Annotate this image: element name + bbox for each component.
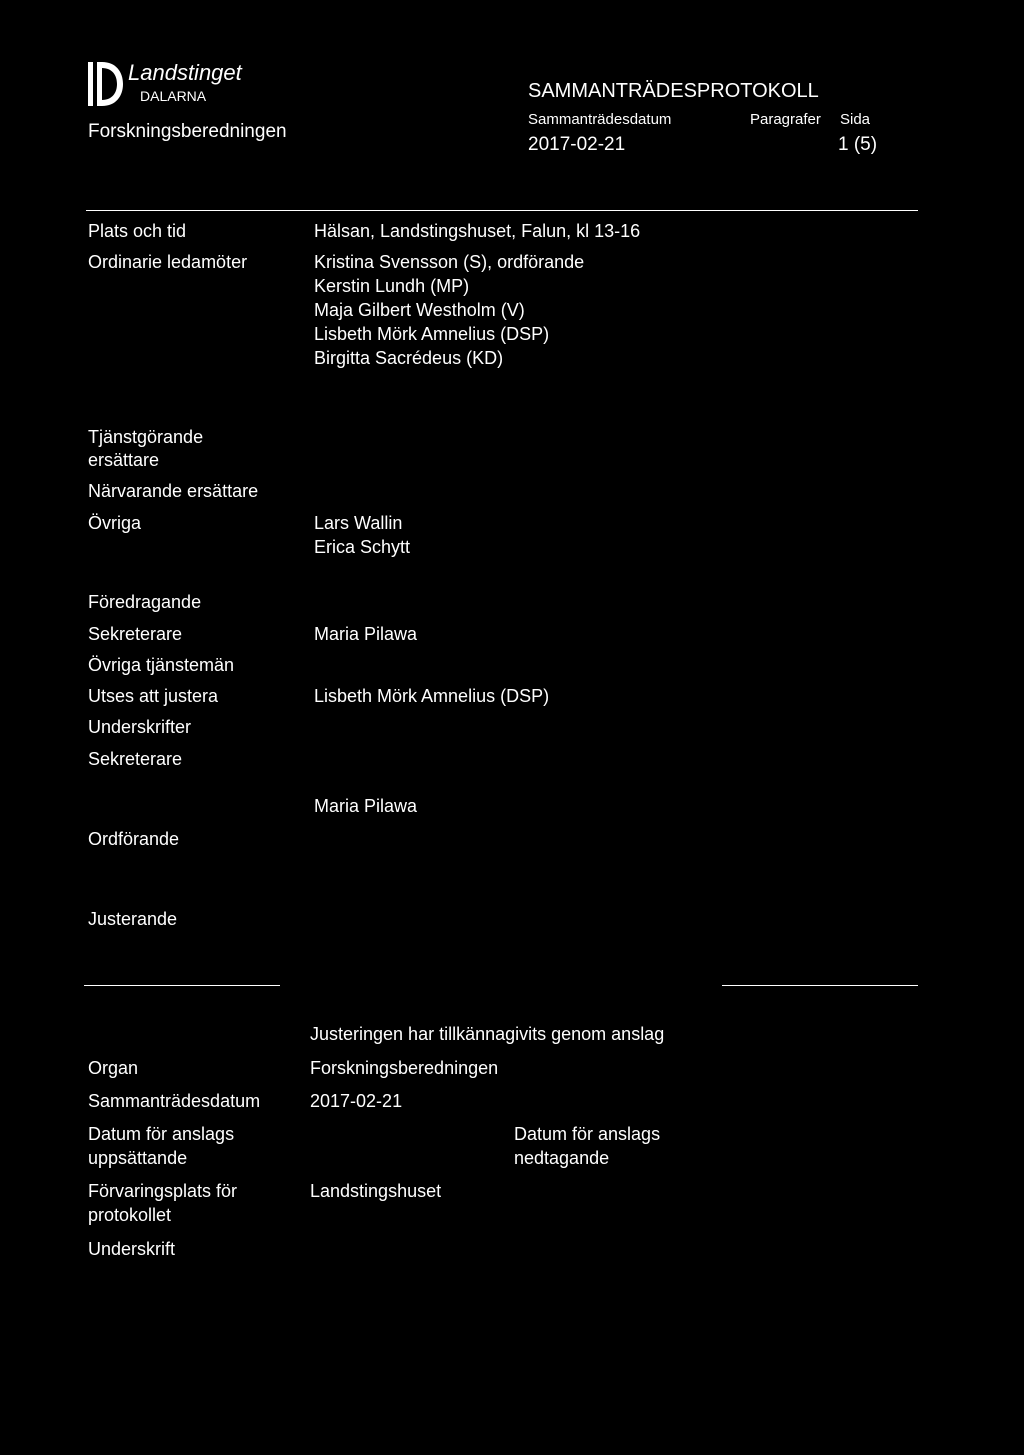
member-4: Lisbeth Mörk Amnelius (DSP) (314, 324, 550, 344)
presenter-label: Föredragande (88, 592, 202, 612)
place-value: Hälsan, Landstingshuset, Falun, kl 13-16 (314, 221, 641, 241)
top-divider (86, 210, 918, 211)
page-label: Sida (840, 111, 871, 128)
serving-subs-label-2: ersättare (88, 450, 160, 470)
removed-label-2: nedtagande (514, 1148, 610, 1168)
removed-label-1: Datum för anslags (514, 1124, 661, 1144)
place-label: Plats och tid (88, 221, 187, 241)
storage-label-1: Förvaringsplats för (88, 1181, 238, 1201)
other-1: Lars Wallin (314, 513, 403, 533)
notice-date-value: 2017-02-21 (310, 1091, 403, 1111)
member-2: Kerstin Lundh (MP) (314, 276, 470, 296)
signature-label: Underskrift (88, 1239, 176, 1259)
notice-heading: Justeringen har tillkännagivits genom anslag (310, 1024, 665, 1044)
chair-label: Ordförande (88, 829, 180, 849)
members-label: Ordinarie ledamöter (88, 252, 248, 272)
storage-value: Landstingshuset (310, 1181, 442, 1201)
meeting-date: 2017-02-21 (528, 134, 626, 155)
paragraphs-label: Paragrafer (750, 111, 821, 128)
landstinget-logo-icon (88, 62, 124, 106)
org-sub: DALARNA (140, 88, 207, 104)
committee-name: Forskningsberedningen (88, 121, 287, 142)
sign-secretary-label: Sekreterare (88, 749, 183, 769)
signatures-label: Underskrifter (88, 717, 192, 737)
member-5: Birgitta Sacrédeus (KD) (314, 348, 504, 368)
adjuster-value: Lisbeth Mörk Amnelius (DSP) (314, 686, 550, 706)
member-3: Maja Gilbert Westholm (V) (314, 300, 525, 320)
notice-date-label: Sammanträdesdatum (88, 1091, 261, 1111)
sign-secretary-name: Maria Pilawa (314, 796, 418, 816)
adjuster-label: Utses att justera (88, 686, 219, 706)
officials-label: Övriga tjänstemän (88, 655, 235, 675)
posted-label-1: Datum för anslags (88, 1124, 235, 1144)
date-label: Sammanträdesdatum (528, 111, 672, 128)
serving-subs-label-1: Tjänstgörande (88, 427, 204, 447)
right-signature-line (722, 985, 918, 986)
org-name: Landstinget (128, 60, 242, 85)
left-signature-line (84, 985, 280, 986)
secretary-label: Sekreterare (88, 624, 183, 644)
page-number: 1 (5) (838, 134, 878, 155)
storage-label-2: protokollet (88, 1205, 172, 1225)
others-label: Övriga (88, 513, 142, 533)
organ-value: Forskningsberedningen (310, 1058, 499, 1078)
secretary-value: Maria Pilawa (314, 624, 418, 644)
adjusting-label: Justerande (88, 909, 178, 929)
other-2: Erica Schytt (314, 537, 411, 557)
member-1: Kristina Svensson (S), ordförande (314, 252, 585, 272)
posted-label-2: uppsättande (88, 1148, 188, 1168)
doc-type: SAMMANTRÄDESPROTOKOLL (528, 80, 819, 102)
organ-label: Organ (88, 1058, 139, 1078)
present-subs-label: Närvarande ersättare (88, 481, 259, 501)
